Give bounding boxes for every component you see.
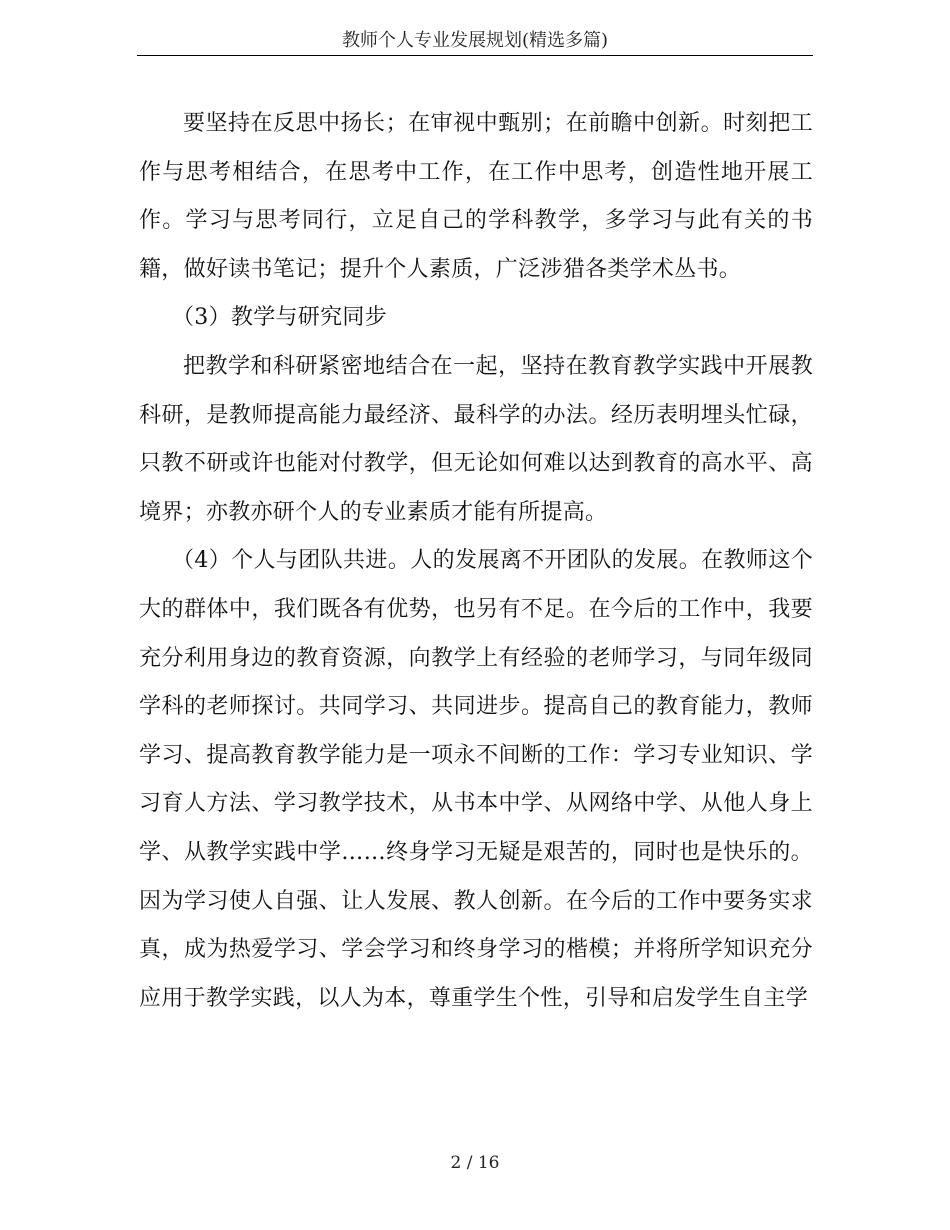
section-heading-teaching-research: （3）教学与研究同步	[172, 305, 387, 331]
paragraph-teaching-research: 把教学和科研紧密地结合在一起，坚持在教育教学实践中开展教科研，是教师提高能力最经济、最科学的办法。经历表明埋头忙碌，只教不研或许也能对付教学，但无论如何难以达到教育的高水平、高境界；亦教亦研个人的专业素质才能有所提高。	[139, 353, 813, 525]
document-body	[139, 100, 813, 1023]
page-number: 2 / 16	[450, 1153, 500, 1173]
document-header-title: 教师个人专业发展规划(精选多篇)	[341, 30, 609, 51]
paragraph-individual-team: （4）个人与团队共进。人的发展离不开团队的发展。在教师这个大的群体中，我们既各有优势，也另有不足。在今后的工作中，我要充分利用身边的教育资源，向教学上有经验的老师学习，与同年级同学科的老师探讨。共同学习、共同进步。提高自己的教育能力，教师学习、提高教育教学能力是一项永不间断的工作：学习专业知识、学习育人方法、学习教学技术，从书本中学、从网络中学、从他人身上学、从教学实践中学……终身学习无疑是艰苦的，同时也是快乐的。因为学习使人自强、让人发展、教人创新。在今后的工作中要务实求真，成为热爱学习、学会学习和终身学习的楷模；并将所学知识充分应用于教学实践，以人为本，尊重学生个性，引导和启发学生自主学	[139, 548, 813, 1011]
paragraph-reflection: 要坚持在反思中扬长；在审视中甄别；在前瞻中创新。时刻把工作与思考相结合，在思考中工作，在工作中思考，创造性地开展工作。学习与思考同行，立足自己的学科教学，多学习与此有关的书籍，做好读书笔记；提升个人素质，广泛涉猎各类学术丛书。	[139, 111, 813, 282]
header-divider	[137, 55, 813, 56]
